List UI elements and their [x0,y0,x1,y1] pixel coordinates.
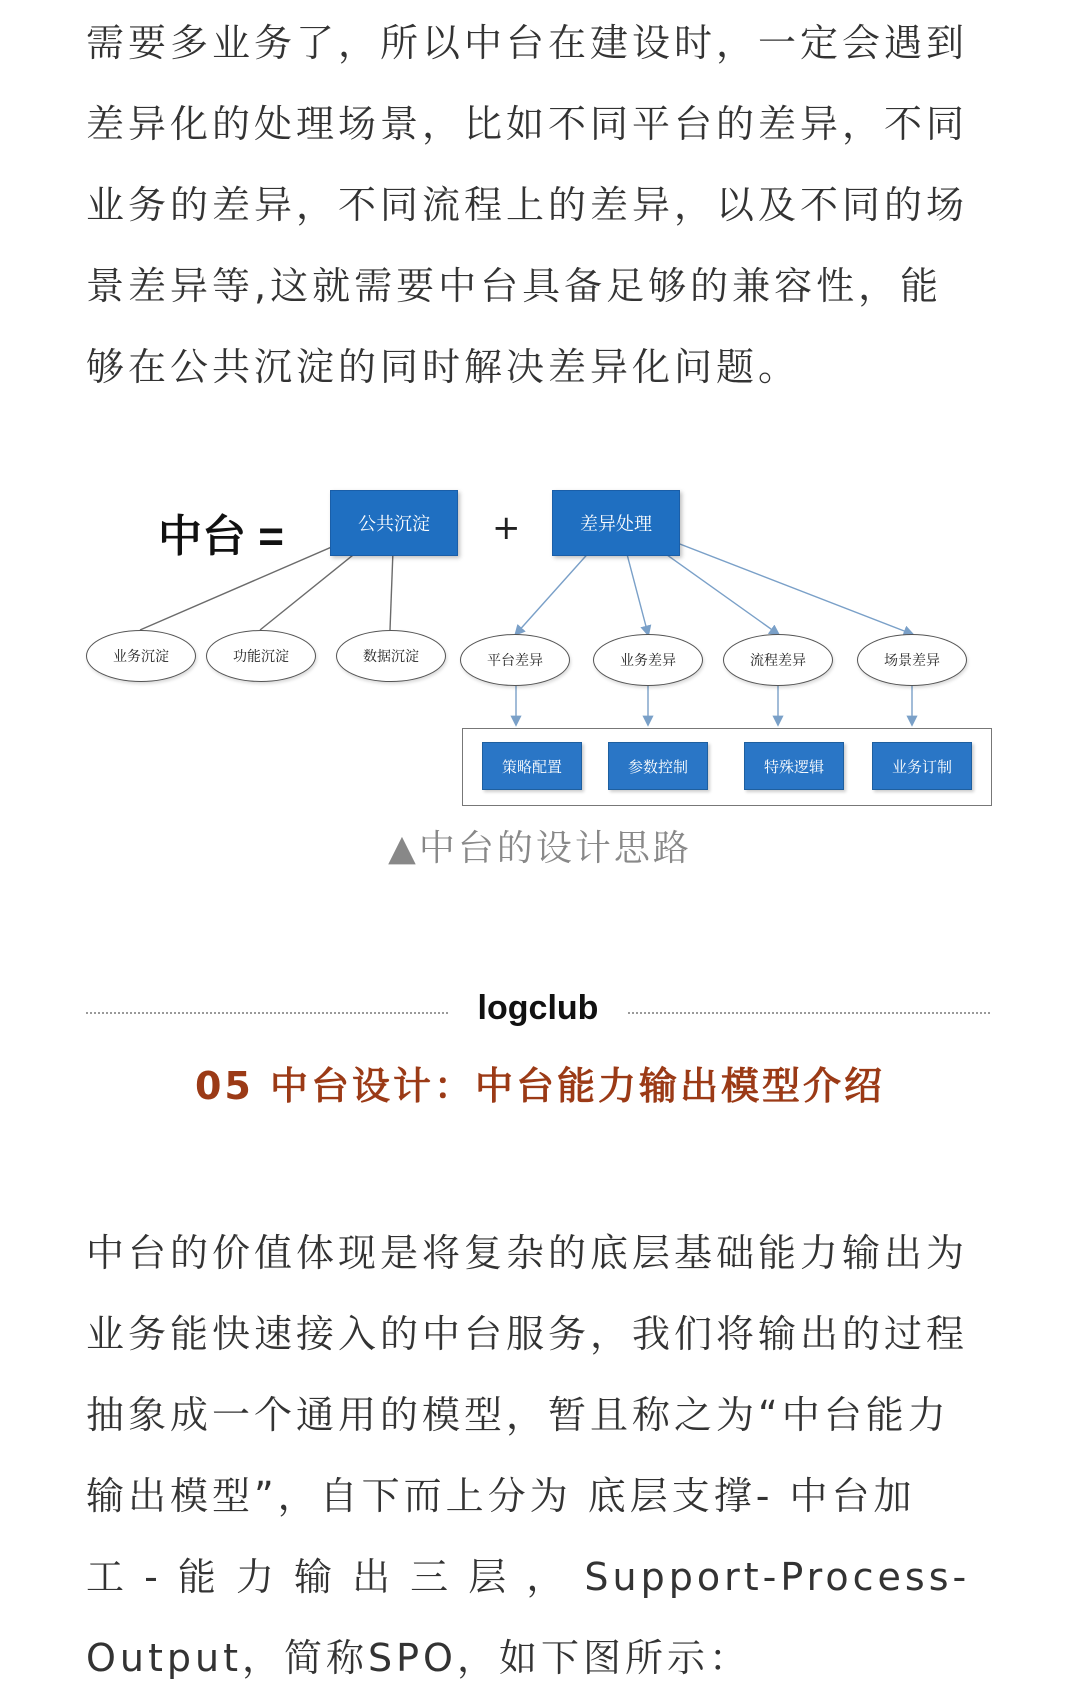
oval-platform-difference: 平台差异 [460,634,570,686]
paragraph-line: 需要多业务了，所以中台在建设时，一定会遇到 [86,21,969,65]
paragraph-intro [86,3,996,408]
paragraph-line: 输出模型”，自下而上分为 底层支撑- 中台加 [86,1474,916,1518]
paragraph-spo [86,1213,996,1699]
paragraph-line: 业务能快速接入的中台服务，我们将输出的过程 [86,1312,969,1356]
paragraph-line: 景差异等,这就需要中台具备足够的兼容性，能 [86,264,943,308]
paragraph-line: 中台的价值体现是将复杂的底层基础能力输出为 [86,1231,969,1275]
common-sediment-box: 公共沉淀 [330,490,458,556]
oval-data-sediment: 数据沉淀 [336,630,446,682]
paragraph-line: 抽象成一个通用的模型，暂且称之为“中台能力 [86,1393,950,1437]
difference-handling-box: 差异处理 [552,490,680,556]
oval-business-difference: 业务差异 [593,634,703,686]
oval-business-sediment: 业务沉淀 [86,630,196,682]
equation-label: 中台 = [158,512,284,561]
leaf-strategy-config: 策略配置 [482,742,582,790]
leaf-business-custom: 业务订制 [872,742,972,790]
section-divider [86,983,990,1043]
paragraph-line: 工 - 能 力 输 出 三 层 ， Support-Process- [86,1555,971,1599]
oval-function-sediment: 功能沉淀 [206,630,316,682]
paragraph-line: 够在公共沉淀的同时解决差异化问题。 [86,345,801,389]
middle-platform-design-diagram [0,470,1080,830]
paragraph-line: Output，简称SPO，如下图所示： [86,1636,751,1680]
paragraph-line: 差异化的处理场景，比如不同平台的差异，不同 [86,102,969,146]
figure-caption: ▲中台的设计思路 [388,828,692,869]
oval-scene-difference: 场景差异 [857,634,967,686]
leaf-special-logic: 特殊逻辑 [744,742,844,790]
paragraph-line: 业务的差异，不同流程上的差异，以及不同的场 [86,183,969,227]
divider-right-line [628,1012,990,1014]
plus-sign: + [492,508,521,548]
brand-label: logclub [477,989,599,1027]
oval-process-difference: 流程差异 [723,634,833,686]
section-title: 05 中台设计：中台能力输出模型介绍 [194,1064,886,1108]
leaf-parameter-control: 参数控制 [608,742,708,790]
